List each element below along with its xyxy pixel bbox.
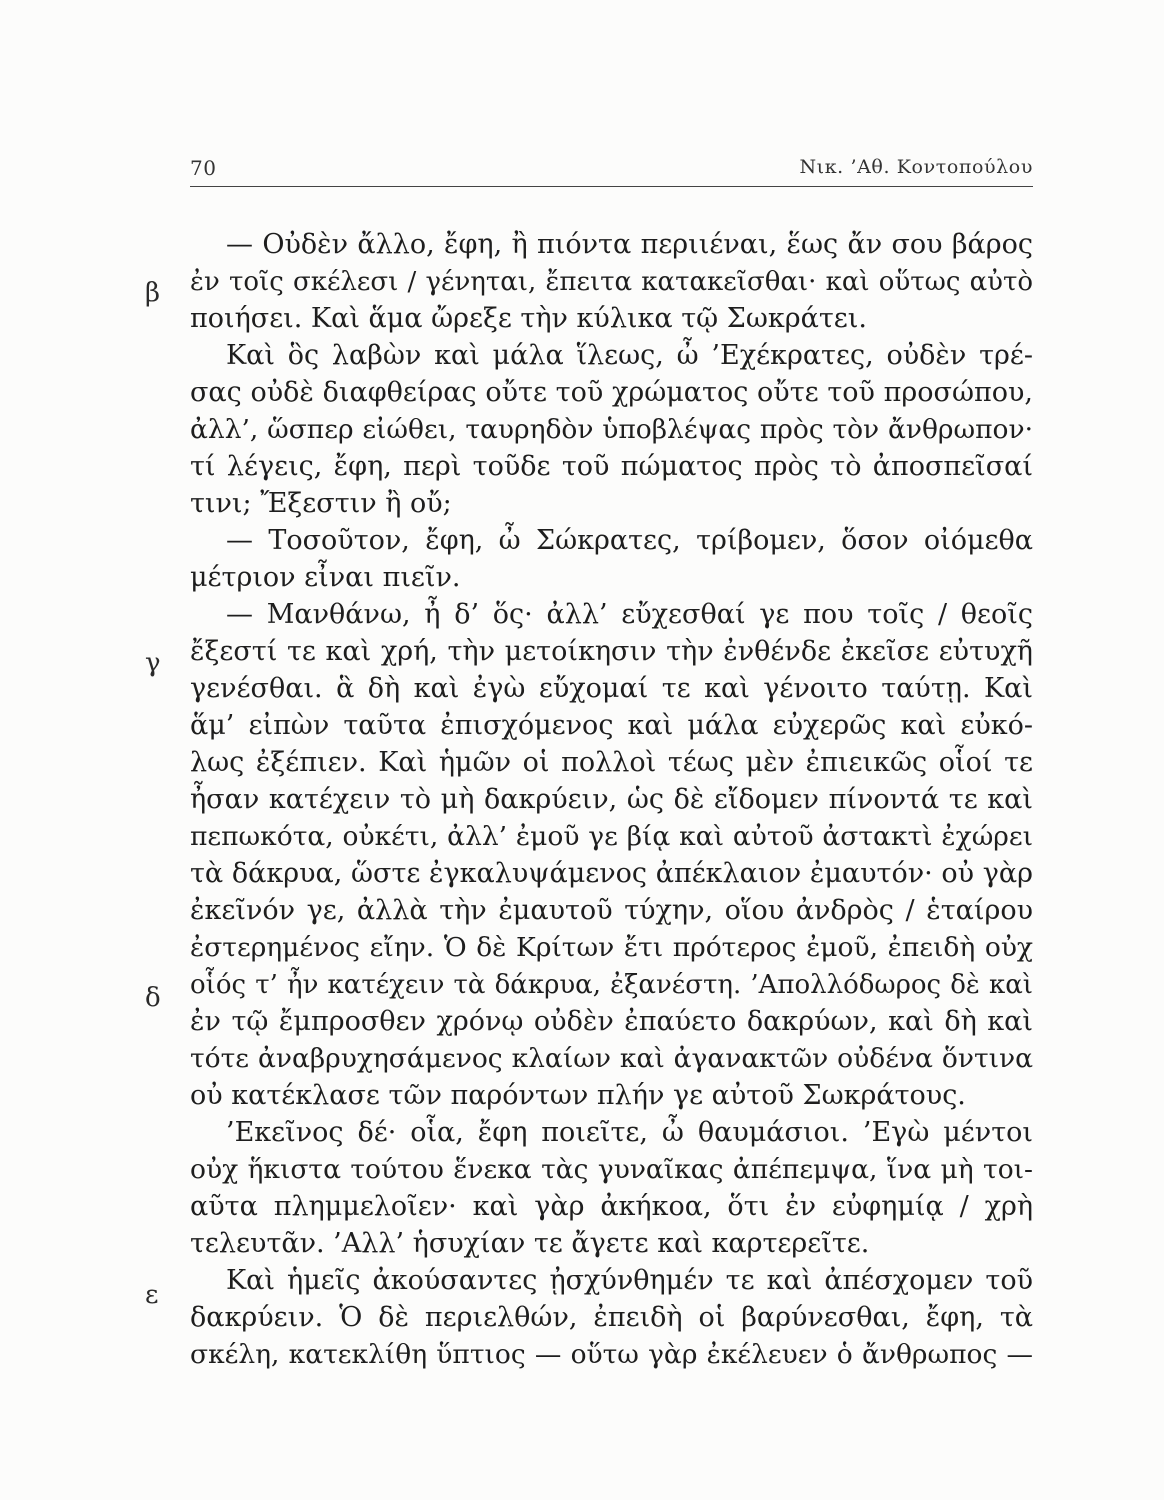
text-line: τινι; Ἔξεστιν ἢ οὔ; (190, 488, 452, 519)
text-line: — Οὐδὲν ἄλλο, ἔφη, ἢ πιόντα περιιέναι, ἕως ἄν σου βάρος (226, 229, 1033, 260)
text-line: ἐστερημένος εἴην. Ὁ δὲ Κρίτων ἔτι πρότερος ἐμοῦ, ἐπειδὴ οὐχ (190, 932, 1033, 963)
text-line: τότε ἀναβρυχησάμενος κλαίων καὶ ἀγανακτῶν οὐδένα ὅντινα (190, 1043, 1033, 1074)
text-line: τὰ δάκρυα, ὥστε ἐγκαλυψάμενος ἀπέκλαιον ἐμαυτόν· οὐ γὰρ (190, 858, 1033, 889)
margin-marker-e: ε (145, 1280, 159, 1310)
text-line: ’Εκεῖνος δέ· οἷα, ἔφη ποιεῖτε, ὦ θαυμάσιοι. ’Εγὼ μέντοι (226, 1117, 1033, 1148)
text-line: Καὶ ὃς λαβὼν καὶ μάλα ἵλεως, ὦ ’Εχέκρατες, οὐδὲν τρέ- (226, 340, 1033, 371)
text-line: λως ἐξέπιεν. Καὶ ἡμῶν οἱ πολλοὶ τέως μὲν ἐπιεικῶς οἷοί τε (190, 747, 1033, 778)
margin-marker-c: γ (145, 648, 161, 678)
text-line: αῦτα πλημμελοῖεν· καὶ γὰρ ἀκήκοα, ὅτι ἐν εὐφημίᾳ / χρὴ (190, 1191, 1033, 1222)
page-header (190, 150, 1033, 187)
text-line: σας οὐδὲ διαφθείρας οὔτε τοῦ χρώματος οὔτε τοῦ προσώπου, (190, 377, 1033, 408)
text-line: — Μανθάνω, ἦ δ’ ὅς· ἀλλ’ εὔχεσθαί γε που τοῖς / θεοῖς (226, 599, 1033, 630)
text-line: οἷός τ’ ἦν κατέχειν τὰ δάκρυα, ἐξανέστη. ’Απολλόδωρος δὲ καὶ (190, 970, 1033, 1000)
text-line: ἐκεῖνόν γε, ἀλλὰ τὴν ἐμαυτοῦ τύχην, οἵου ἀνδρὸς / ἑταίρου (190, 895, 1033, 926)
text-line: — Τοσοῦτον, ἔφη, ὦ Σώκρατες, τρίβομεν, ὅσον οἰόμεθα (226, 525, 1033, 556)
text-line: Καὶ ἡμεῖς ἀκούσαντες ᾐσχύνθημέν τε καὶ ἀπέσχομεν τοῦ (226, 1265, 1033, 1296)
margin-marker-d: δ (145, 983, 161, 1013)
running-head: Νικ. ’Αθ. Κοντοπούλου (799, 156, 1033, 178)
text-line: οὐχ ἥκιστα τούτου ἕνεκα τὰς γυναῖκας ἀπέπεμψα, ἵνα μὴ τοι- (190, 1154, 1033, 1185)
text-line: ἦσαν κατέχειν τὸ μὴ δακρύειν, ὡς δὲ εἴδομεν πίνοντά τε καὶ (190, 784, 1033, 815)
text-line: οὐ κατέκλασε τῶν παρόντων πλήν γε αὐτοῦ Σωκράτους. (190, 1080, 966, 1111)
text-line: τελευτᾶν. ’Αλλ’ ἡσυχίαν τε ἄγετε καὶ καρτερεῖτε. (190, 1228, 870, 1259)
margin-marker-b: β (145, 278, 161, 308)
text-line: σκέλη, κατεκλίθη ὕπτιος — οὕτω γὰρ ἐκέλευεν ὁ ἄνθρωπος — (190, 1339, 1033, 1370)
text-line: ἀλλ’, ὥσπερ εἰώθει, ταυρηδὸν ὑποβλέψας πρὸς τὸν ἄνθρωπον· (190, 414, 1033, 445)
text-line: ἔξεστί τε καὶ χρή, τὴν μετοίκησιν τὴν ἐνθένδε ἐκεῖσε εὐτυχῆ (190, 636, 1033, 667)
text-line: ἅμ’ εἰπὼν ταῦτα ἐπισχόμενος καὶ μάλα εὐχερῶς καὶ εὐκό- (190, 710, 1033, 741)
text-line: μέτριον εἶναι πιεῖν. (190, 562, 461, 593)
text-line: γενέσθαι. ἃ δὴ καὶ ἐγὼ εὔχομαί τε καὶ γένοιτο ταύτῃ. Καὶ (190, 673, 1033, 704)
text-line: πεπωκότα, οὐκέτι, ἀλλ’ ἐμοῦ γε βίᾳ καὶ αὐτοῦ ἀστακτὶ ἐχώρει (190, 821, 1033, 852)
text-line: ποιήσει. Καὶ ἅμα ὤρεξε τὴν κύλικα τῷ Σωκράτει. (190, 303, 867, 334)
text-line: τί λέγεις, ἔφη, περὶ τοῦδε τοῦ πώματος πρὸς τὸ ἀποσπεῖσαί (190, 451, 1033, 482)
text-line: δακρύειν. Ὁ δὲ περιελθών, ἐπειδὴ οἱ βαρύνεσθαι, ἔφη, τὰ (190, 1302, 1033, 1333)
text-line: ἐν τῷ ἔμπροσθεν χρόνῳ οὐδὲν ἐπαύετο δακρύων, καὶ δὴ καὶ (190, 1006, 1033, 1037)
text-line: ἐν τοῖς σκέλεσι / γένηται, ἔπειτα κατακεῖσθαι· καὶ οὕτως αὐτὸ (190, 267, 1033, 297)
page-number: 70 (190, 156, 217, 180)
